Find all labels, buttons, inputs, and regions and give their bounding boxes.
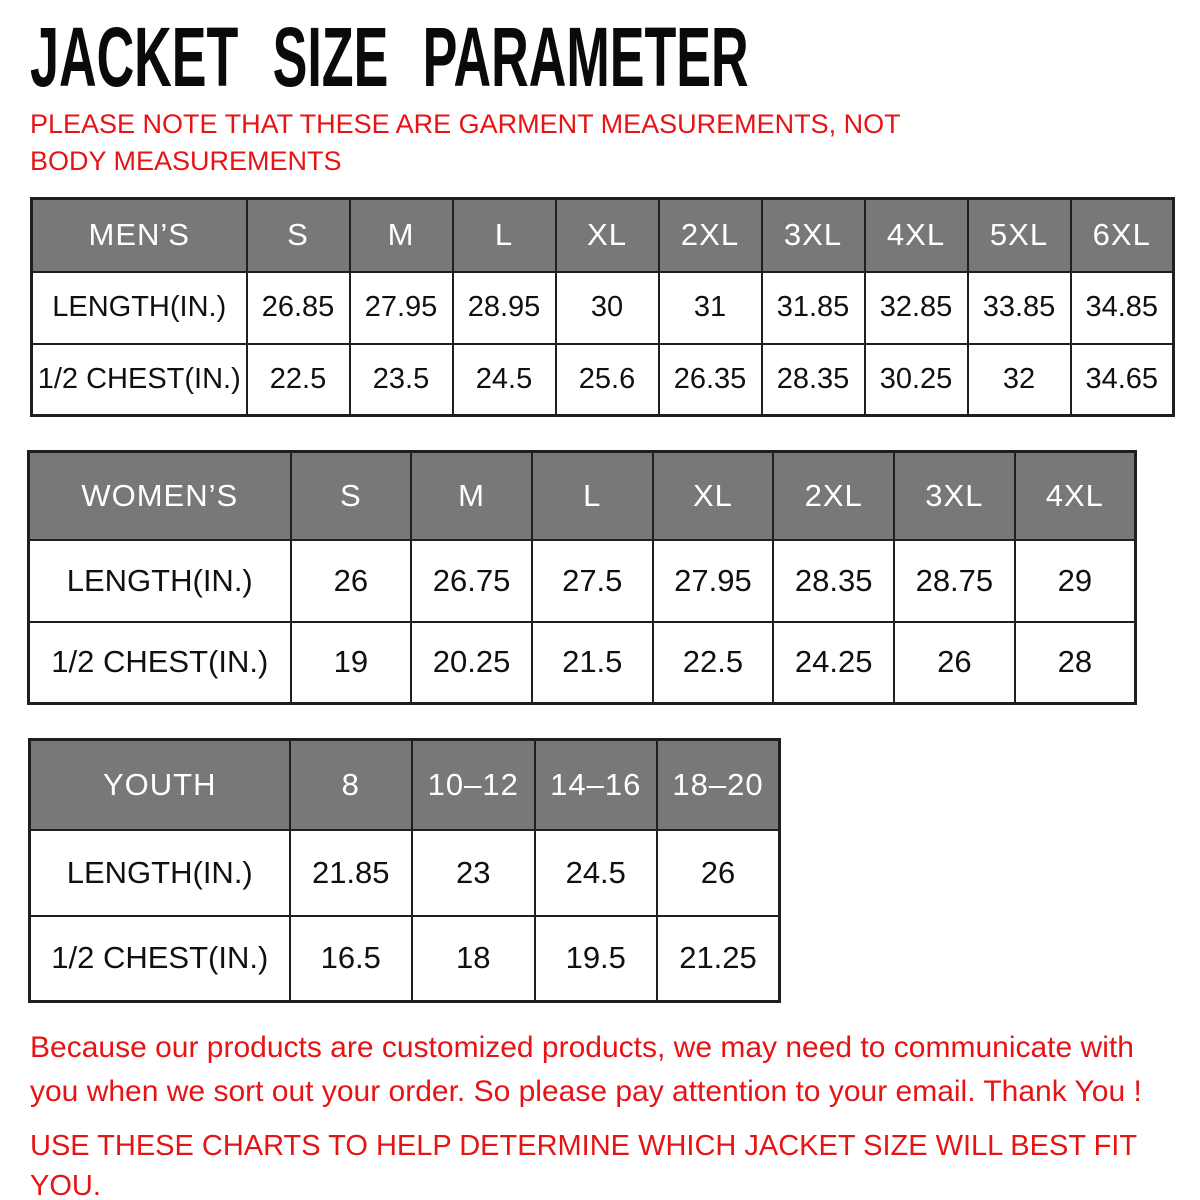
mens-header-cell: 5XL xyxy=(968,199,1071,272)
mens-header-cell: XL xyxy=(556,199,659,272)
youth-header-cell: 8 xyxy=(290,740,413,830)
mens-length-row xyxy=(32,272,1174,344)
youth-size-table xyxy=(28,738,781,1003)
chart-usage-instruction: USE THESE CHARTS TO HELP DETERMINE WHICH JACKET SIZE WILL BEST FIT YOU. xyxy=(30,1130,1137,1200)
mens-length-row-label: LENGTH(IN.) xyxy=(32,272,247,344)
youth-chest-cell: 16.5 xyxy=(290,916,413,1002)
page-title-text: JACKET SIZE PARAMETER xyxy=(30,10,749,104)
womens-header-row xyxy=(29,452,1136,540)
womens-header-cell: L xyxy=(532,452,653,540)
youth-header-cell: 18–20 xyxy=(657,740,780,830)
womens-header-cell: XL xyxy=(653,452,774,540)
mens-chest-cell: 30.25 xyxy=(865,344,968,416)
youth-header-cell: YOUTH xyxy=(30,740,290,830)
youth-length-row xyxy=(30,830,780,916)
mens-chest-cell: 26.35 xyxy=(659,344,762,416)
mens-chest-cell: 32 xyxy=(968,344,1071,416)
womens-chest-cell: 26 xyxy=(894,622,1015,704)
mens-chest-cell: 23.5 xyxy=(350,344,453,416)
mens-chest-row-label: 1/2 CHEST(IN.) xyxy=(32,344,247,416)
youth-length-cell: 26 xyxy=(657,830,780,916)
page-title xyxy=(30,10,1189,104)
womens-chest-cell: 21.5 xyxy=(532,622,653,704)
youth-chest-cell: 19.5 xyxy=(535,916,658,1002)
youth-header-cell: 14–16 xyxy=(535,740,658,830)
womens-length-cell: 29 xyxy=(1015,540,1136,622)
womens-header-cell: WOMEN’S xyxy=(29,452,291,540)
mens-header-cell: 2XL xyxy=(659,199,762,272)
mens-header-cell: 4XL xyxy=(865,199,968,272)
mens-header-cell: 6XL xyxy=(1071,199,1174,272)
youth-length-cell: 21.85 xyxy=(290,830,413,916)
womens-header-cell: M xyxy=(411,452,532,540)
customization-notice: Because our products are customized products, we may need to communicate with you when we sort out your order. So please pay attention to your email. Thank You ! xyxy=(30,1031,1142,1108)
mens-length-cell: 33.85 xyxy=(968,272,1071,344)
youth-chest-cell: 18 xyxy=(412,916,535,1002)
mens-length-cell: 34.85 xyxy=(1071,272,1174,344)
mens-header-cell: S xyxy=(247,199,350,272)
womens-header-cell: 3XL xyxy=(894,452,1015,540)
mens-chest-cell: 34.65 xyxy=(1071,344,1174,416)
mens-length-cell: 28.95 xyxy=(453,272,556,344)
womens-chest-cell: 20.25 xyxy=(411,622,532,704)
womens-length-cell: 28.35 xyxy=(773,540,894,622)
womens-header-cell: S xyxy=(291,452,412,540)
womens-length-row-label: LENGTH(IN.) xyxy=(29,540,291,622)
mens-length-cell: 31 xyxy=(659,272,762,344)
mens-chest-cell: 24.5 xyxy=(453,344,556,416)
youth-chest-row xyxy=(30,916,780,1002)
womens-header-cell: 2XL xyxy=(773,452,894,540)
womens-chest-row xyxy=(29,622,1136,704)
mens-header-row xyxy=(32,199,1174,272)
mens-length-cell: 30 xyxy=(556,272,659,344)
womens-length-cell: 26.75 xyxy=(411,540,532,622)
mens-length-cell: 26.85 xyxy=(247,272,350,344)
womens-chest-row-label: 1/2 CHEST(IN.) xyxy=(29,622,291,704)
mens-length-cell: 27.95 xyxy=(350,272,453,344)
womens-length-row xyxy=(29,540,1136,622)
womens-size-table xyxy=(27,450,1137,705)
mens-length-cell: 32.85 xyxy=(865,272,968,344)
garment-measurement-note: PLEASE NOTE THAT THESE ARE GARMENT MEASUREMENTS, NOT BODY MEASUREMENTS xyxy=(30,109,901,176)
womens-chest-cell: 22.5 xyxy=(653,622,774,704)
youth-length-cell: 24.5 xyxy=(535,830,658,916)
womens-chest-cell: 24.25 xyxy=(773,622,894,704)
mens-chest-cell: 28.35 xyxy=(762,344,865,416)
mens-header-cell: L xyxy=(453,199,556,272)
womens-length-cell: 26 xyxy=(291,540,412,622)
youth-length-cell: 23 xyxy=(412,830,535,916)
womens-chest-cell: 19 xyxy=(291,622,412,704)
womens-length-cell: 27.5 xyxy=(532,540,653,622)
womens-length-cell: 28.75 xyxy=(894,540,1015,622)
mens-size-table xyxy=(30,197,1175,417)
mens-header-cell: 3XL xyxy=(762,199,865,272)
womens-chest-cell: 28 xyxy=(1015,622,1136,704)
mens-header-cell: MEN’S xyxy=(32,199,247,272)
womens-length-cell: 27.95 xyxy=(653,540,774,622)
mens-chest-cell: 22.5 xyxy=(247,344,350,416)
mens-chest-cell: 25.6 xyxy=(556,344,659,416)
womens-header-cell: 4XL xyxy=(1015,452,1136,540)
mens-header-cell: M xyxy=(350,199,453,272)
youth-header-cell: 10–12 xyxy=(412,740,535,830)
youth-chest-cell: 21.25 xyxy=(657,916,780,1002)
youth-chest-row-label: 1/2 CHEST(IN.) xyxy=(30,916,290,1002)
mens-length-cell: 31.85 xyxy=(762,272,865,344)
youth-length-row-label: LENGTH(IN.) xyxy=(30,830,290,916)
mens-chest-row xyxy=(32,344,1174,416)
youth-header-row xyxy=(30,740,780,830)
